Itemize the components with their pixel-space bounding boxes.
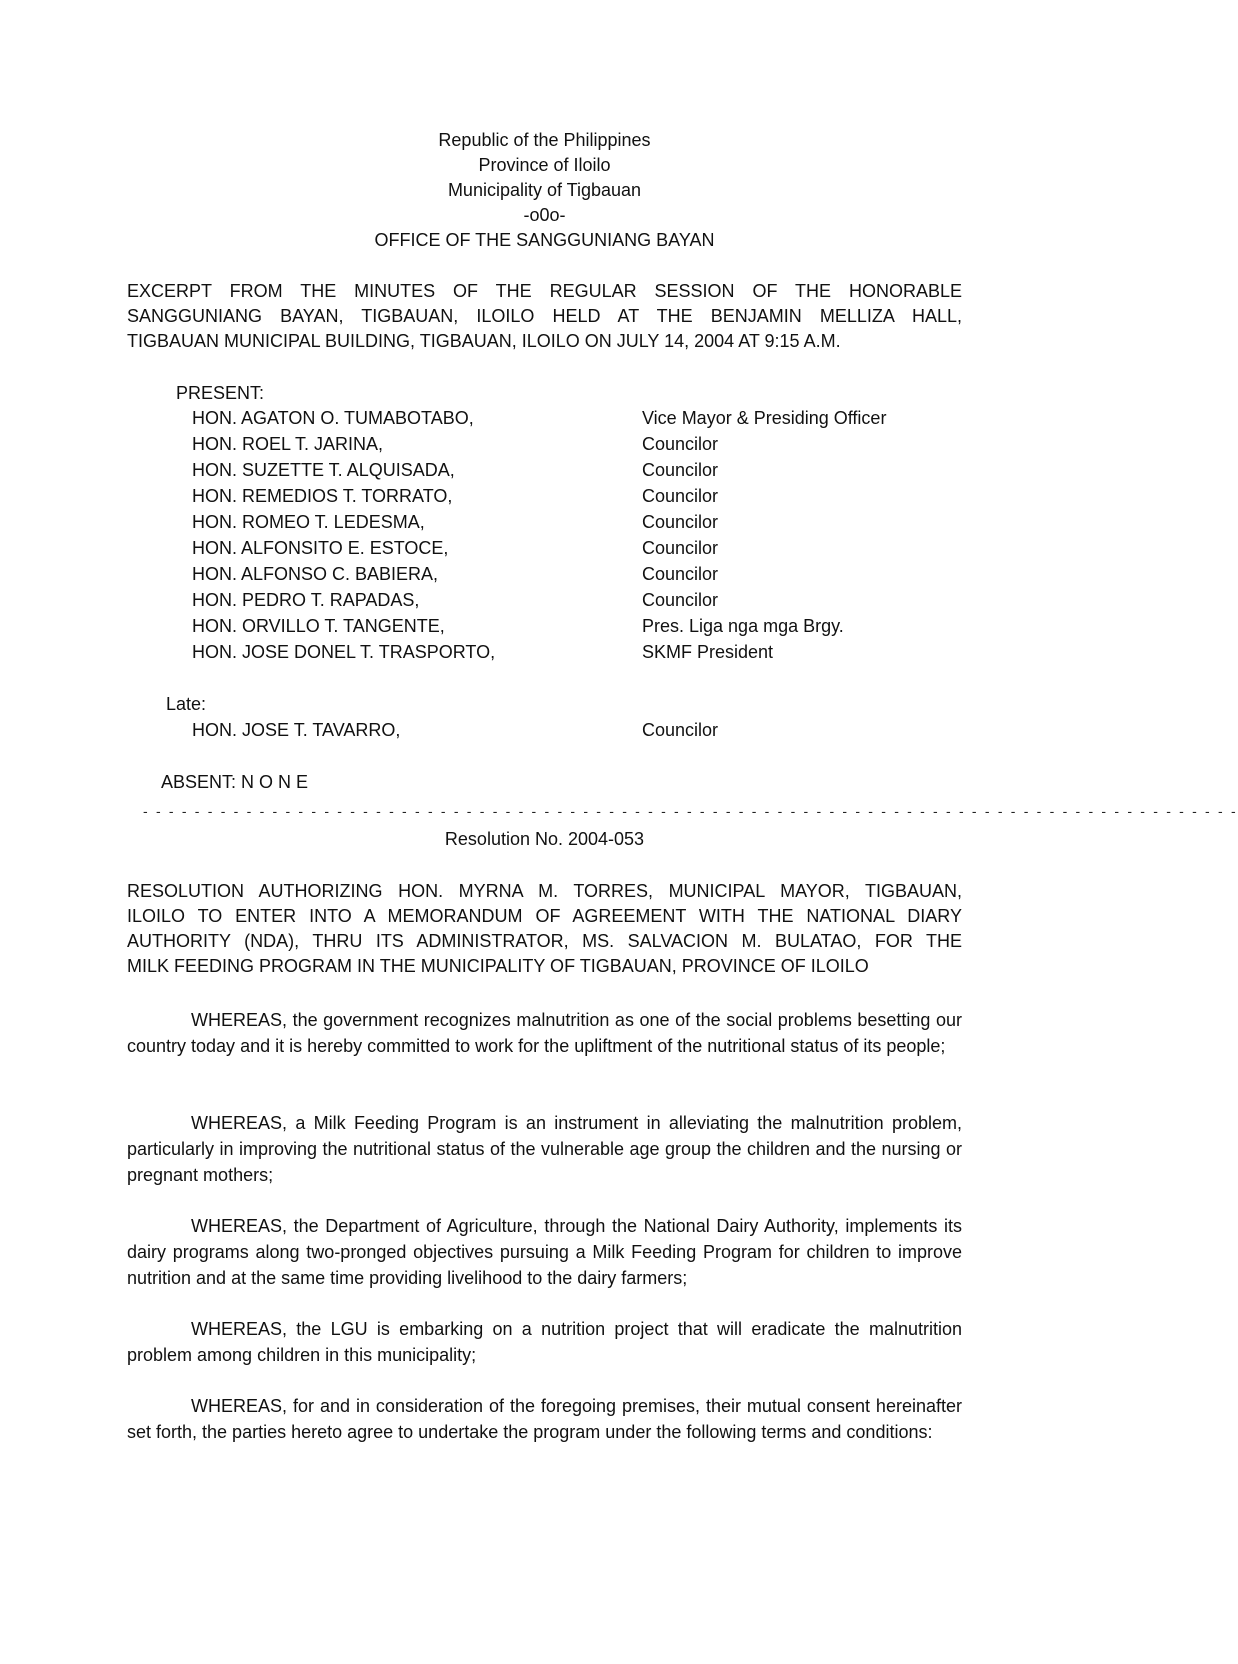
whereas-clause-3: WHEREAS, the Department of Agriculture, through the National Dairy Authority, implements its dairy programs along two-pronged objectives pursuing a Milk Feeding Program for children to improve nutrition and at the same time providing livelihood to the dairy farmers; (127, 1216, 962, 1288)
attendee-role: Councilor (642, 460, 719, 480)
excerpt-line-2: SANGGUNIANG BAYAN, TIGBAUAN, ILOILO HELD AT THE BENJAMIN MELLIZA HALL, (127, 306, 962, 326)
whereas-clause-4: WHEREAS, the LGU is embarking on a nutrition project that will eradicate the malnutrition problem among children in this municipality; (127, 1319, 962, 1365)
header-municipality: Municipality of Tigbauan (447, 180, 642, 200)
attendee-row (0, 483, 1088, 509)
header-province: Province of Iloilo (478, 155, 611, 175)
attendee-name: HON. ROMEO T. LEDESMA, (192, 512, 425, 532)
attendee-role: Councilor (642, 720, 719, 740)
resolution-title-line-1: RESOLUTION AUTHORIZING HON. MYRNA M. TORRES, MUNICIPAL MAYOR, TIGBAUAN, (127, 881, 962, 901)
attendee-role: Councilor (642, 512, 719, 532)
excerpt-line-3: TIGBAUAN MUNICIPAL BUILDING, TIGBAUAN, ILOILO ON JULY 14, 2004 AT 9:15 A.M. (127, 331, 841, 351)
attendee-row (0, 457, 1088, 483)
attendee-role: Councilor (642, 590, 719, 610)
attendee-role: Councilor (642, 434, 719, 454)
attendee-role: SKMF President (642, 642, 774, 662)
late-attendee-row (0, 717, 1088, 743)
whereas-clause-2: WHEREAS, a Milk Feeding Program is an instrument in alleviating the malnutrition problem, particularly in improving the nutritional status of the vulnerable age group the children and the nursing or pregnant mothers; (127, 1113, 962, 1185)
attendee-row (0, 639, 1088, 665)
excerpt-line-1: EXCERPT FROM THE MINUTES OF THE REGULAR SESSION OF THE HONORABLE (127, 281, 962, 301)
resolution-title-line-4: MILK FEEDING PROGRAM IN THE MUNICIPALITY OF TIGBAUAN, PROVINCE OF ILOILO (127, 956, 869, 976)
header-divider: -o0o- (523, 205, 566, 225)
attendee-row (0, 587, 1088, 613)
resolution-title-line-3: AUTHORITY (NDA), THRU ITS ADMINISTRATOR, MS. SALVACION M. BULATAO, FOR THE (127, 931, 962, 951)
attendee-role: Councilor (642, 538, 719, 558)
attendee-name: HON. ALFONSO C. BABIERA, (192, 564, 439, 584)
attendee-row (0, 405, 1088, 431)
attendee-role: Councilor (642, 486, 719, 506)
attendee-name: HON. ORVILLO T. TANGENTE, (192, 616, 445, 636)
attendee-name: HON. AGATON O. TUMABOTABO, (192, 408, 474, 428)
late-label: Late: (166, 694, 207, 714)
attendee-name: HON. ALFONSITO E. ESTOCE, (192, 538, 449, 558)
whereas-clause-1: WHEREAS, the government recognizes malnutrition as one of the social problems besetting our country today and it is hereby committed to work for the upliftment of the nutritional status of its people; (127, 1010, 962, 1056)
header-republic: Republic of the Philippines (438, 130, 651, 150)
attendee-row (0, 431, 1088, 457)
attendee-name: HON. ROEL T. JARINA, (192, 434, 384, 454)
absent-line: ABSENT: N O N E (161, 772, 309, 792)
attendee-row (0, 535, 1088, 561)
resolution-title-line-2: ILOILO TO ENTER INTO A MEMORANDUM OF AGREEMENT WITH THE NATIONAL DIARY (127, 906, 962, 926)
attendee-name: HON. JOSE DONEL T. TRASPORTO, (192, 642, 496, 662)
attendee-row (0, 561, 1088, 587)
resolution-number: Resolution No. 2004-053 (444, 829, 645, 849)
attendee-row (0, 613, 1088, 639)
dashed-separator: - - - - - - - - - - - - - - - - - - - - - - - - - - - - - - - - - - - - - - - - - - - - - - - - - - - - - - - - - - - - - - - - - - - - - - - - - - - - - - - - - - - - - (143, 803, 1238, 819)
attendee-role: Councilor (642, 564, 719, 584)
attendee-row (0, 509, 1088, 535)
header-office: OFFICE OF THE SANGGUNIANG BAYAN (374, 230, 715, 250)
attendee-name: HON. PEDRO T. RAPADAS, (192, 590, 420, 610)
attendee-name: HON. REMEDIOS T. TORRATO, (192, 486, 453, 506)
attendee-name: HON. JOSE T. TAVARRO, (192, 720, 401, 740)
whereas-clause-5: WHEREAS, for and in consideration of the foregoing premises, their mutual consent hereinafter set forth, the parties hereto agree to undertake the program under the following terms and conditions: (127, 1396, 962, 1442)
present-label: PRESENT: (176, 383, 265, 403)
attendee-role: Vice Mayor & Presiding Officer (642, 408, 887, 428)
attendee-name: HON. SUZETTE T. ALQUISADA, (192, 460, 455, 480)
attendee-role: Pres. Liga nga mga Brgy. (642, 616, 844, 636)
